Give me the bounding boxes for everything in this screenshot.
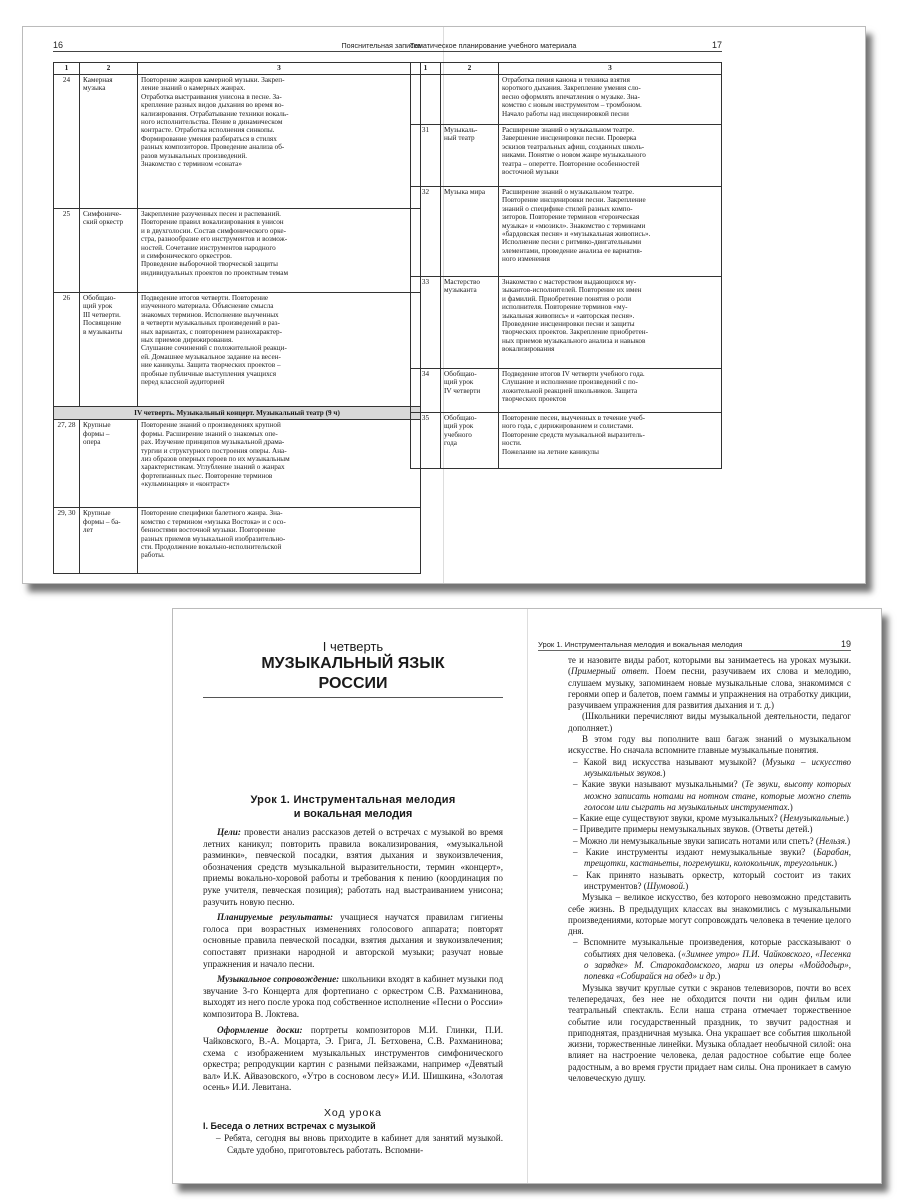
question	[568, 779, 851, 813]
quarter-row	[54, 407, 421, 420]
question-text: – Какой вид искусства называют музыкой? (	[573, 756, 766, 767]
accompaniment-label: Музыкальное сопровождение:	[217, 974, 340, 985]
table-row	[54, 508, 421, 574]
thematic-plan-table	[410, 62, 722, 469]
lesson-content: Расширение знаний о музыкальном театре. Завершение инсценировки песни. Проверка эскизов театральных афиш, созданных школь- никами. Понятие о новом жанре музыкального театра – оперетте. Повторение особенностей восточной музыки	[499, 125, 722, 187]
column-header: 3	[138, 63, 421, 75]
question-end: )	[833, 858, 837, 869]
teacher-line: – Ребята, сегодня вы вновь приходите в кабинет для занятий музыкой. Сядьте удобно, приготовьтесь работать. Вспомни-	[216, 1133, 503, 1155]
lesson-topic: Обобщаю- щий урок учебного года	[441, 413, 499, 469]
page-number: 19	[840, 639, 851, 649]
table-row	[411, 187, 722, 277]
lesson-number: 24	[54, 75, 80, 209]
question-end: )	[847, 835, 851, 846]
lesson-content: Повторение жанров камерной музыки. Закреп- ление знаний о камерных жанрах. Отработка выстраивания унисона в песне. За- крепление разных видов дыхания во время во- кализирования. Отрабатывание техники вокаль- ного исполнительства. Пение в динамическом контрасте. Отработка исполнения синкопы. Формирование умения разбираться в стилях разных композиторов. Проведение анализа об- разов музыкальных произведений. Знакомство с термином «соната»	[138, 75, 421, 209]
lesson-topic	[441, 75, 499, 125]
question	[568, 847, 851, 870]
question-text: – Можно ли немузыкальные звуки записать нотами или спеть? (	[573, 835, 819, 846]
question	[568, 937, 851, 982]
lesson-number: 29, 30	[54, 508, 80, 574]
quarter-title: I четверть	[322, 639, 384, 654]
goals-label: Цели:	[217, 827, 241, 837]
column-header: 2	[441, 63, 499, 75]
lesson-topic: Симфониче- ский оркестр	[80, 209, 138, 293]
lesson-content: Отработка пения канона и техника взятия короткого дыхания. Закрепление умения сло- весно оформлять впечатления о музыке. Зна- комство с новым инструментом – тромбоном. Начало работы над инсценировкой песни	[499, 75, 722, 125]
column-header: 3	[499, 63, 722, 75]
question-text: – Вспомните музыкальные произведения, которые рассказывают о событиях дня человека. (	[573, 937, 851, 959]
page-18	[173, 609, 528, 1183]
lesson-number: 34	[411, 369, 441, 413]
lesson-dialogue	[203, 1133, 503, 1156]
goals-text: провести анализ рассказов детей о встречах с музыкой во время летних каникул; повторить правила вокализирования, «музыкальной разминки», певческой посадки, взятия дыхания и звукоизвлечения, обозначения средств музыкальной выразительности, термин «концерт», приемы вокально-хоровой работы и требования к пению (координация по руке учителя, певческая позиция); работать над выстраиванием унисона; разучить новую песню.	[203, 827, 503, 907]
table-row	[54, 209, 421, 293]
table-row	[411, 75, 722, 125]
board-text: портреты композиторов М.И. Глинки, П.И. Чайковского, В.-А. Моцарта, Э. Грига, Л. Бетховена, С.В. Рахманинова; схема с изображением музыкальных инструментов симфонического оркестра; репродукции картин с разными пейзажами, например «Девятый вал» И.К. Айвазовского, «Утро в сосновом лесу» И.И. Шишкина, «Золотая осень» И.И. Левитана.	[203, 1024, 504, 1093]
question	[568, 836, 851, 847]
question	[568, 870, 851, 893]
question-text: – Какие еще существуют звуки, кроме музыкальных? (	[573, 813, 784, 824]
paragraph: (Школьники перечисляют виды музыкальной деятельности, педагог дополняет.)	[568, 711, 851, 733]
running-title: Урок 1. Инструментальная мелодия и вокальная мелодия	[538, 640, 743, 649]
question-end: )	[662, 767, 666, 778]
lesson-number: 25	[54, 209, 80, 293]
table-row	[411, 413, 722, 469]
table-row	[411, 277, 722, 369]
question-text: – Как принято называть оркестр, который состоит из таких инструментов? (	[573, 869, 851, 891]
answer-text: Барабан, трещотки, кастаньеты, погремушки, колокольчик, треугольник.	[584, 847, 851, 869]
lesson-topic: Музыка мира	[441, 187, 499, 277]
question-text: – Какие инструменты издают немузыкальные звуки? (	[573, 847, 817, 858]
page-19	[528, 609, 881, 1183]
book-spread-lesson	[172, 608, 882, 1184]
lesson-topic: Мастерство музыканта	[441, 277, 499, 369]
answer-text: Музыка – искусство музыкальных звуков.	[584, 756, 851, 778]
title-rule	[203, 697, 503, 698]
question-text: – Какие звуки называют музыкальными? (	[573, 779, 745, 790]
table-row	[411, 369, 722, 413]
results-text: учащиеся научатся правилам гигиены голоса при возрастных изменениях голосового аппарата; повторят основные правила певческой посадки, взятия дыхания и звукоизвлечения; сопоставят признаки народной и авторской музыки; разучат новые упражнения и начало песни.	[203, 912, 504, 969]
running-title: Пояснительная записка	[341, 41, 421, 50]
lesson-content: Закрепление разученных песен и распеваний. Повторение правил вокализирования в унисон и в двухголосии. Состав симфонического орке- стра, разнообразие его инструментов и возмож- ностей. Сочетание инструментов народного и симфонического оркестров. Проведение выборочной творческой защиты индивидуальных проектов по проектным темам	[138, 209, 421, 293]
question	[568, 757, 851, 780]
answer-text: Те звуки, высоту которых можно записать нотами на нотном стане, которые можно спеть голосом или сыграть на музыкальных инструментах.	[584, 779, 852, 812]
table-row	[54, 75, 421, 209]
page-17	[410, 27, 865, 583]
lesson-number	[411, 75, 441, 125]
lesson-number: 26	[54, 293, 80, 407]
lesson-number: 27, 28	[54, 420, 80, 508]
lesson-topic: Крупные формы – опера	[80, 420, 138, 508]
question-end: )	[717, 971, 721, 982]
lesson-topic: Крупные формы – ба- лет	[80, 508, 138, 574]
table-row	[54, 420, 421, 508]
answer-text: Немузыкальные.	[783, 813, 846, 824]
paragraph: Музыка звучит круглые сутки с экранов телевизоров, почти во всех телепередачах, без нее не обходится почти ни один фильм или театральный спектакль. Если наша страна отмечает торжественное событие или государственный праздник, то звучит радостная и приподнятая, праздничная музыка. Она украшает все события школьной жизни, торжественные линейки. Музыка обладает необычной силой: она влияет на настроение человека, делая радостное событие еще более радостным, а во время грусти придает нам силы. Она проникает в самую человеческую душу.	[568, 982, 851, 1083]
question-end: )	[685, 880, 689, 891]
book-spread-table	[22, 26, 866, 584]
page-number: 17	[711, 40, 722, 50]
lesson-subtitle: и вокальная мелодия	[293, 808, 413, 820]
answer-text: Шумовой.	[646, 880, 686, 891]
running-header	[53, 40, 421, 52]
column-header: 2	[80, 63, 138, 75]
lesson-content: Расширение знаний о музыкальном театре. Повторение инсценировки песни. Закрепление знаний о специфике стилей разных компо- зиторов. Повторение терминов «героическая музыка» и «мюзикл». Знакомство с терминами «бардовская песня» и «музыкальная живопись». Исполнение песни с ритмико-двигательными элементами, проведение анализа ее вариатив- ного изменения	[499, 187, 722, 277]
example-answer-label: Примерный ответ.	[571, 666, 650, 677]
lesson-text	[568, 655, 851, 1084]
table-row	[411, 125, 722, 187]
lesson-intro	[203, 827, 503, 1094]
results-label: Планируемые результаты:	[217, 912, 334, 923]
table-row	[54, 293, 421, 407]
lesson-content: Подведение итогов IV четверти учебного года. Слушание и исполнение произведений с по- ложительной реакцией школьников. Защита творческих проектов	[499, 369, 722, 413]
lesson-topic: Музыкаль- ный театр	[441, 125, 499, 187]
lesson-content: Повторение специфики балетного жанра. Зна- комство с термином «музыка Востока» и с осо- бенностями восточной музыки. Повторение разных приемов музыкальной изобразительно- сти. Продолжение вокально-исполнительской работы.	[138, 508, 421, 574]
question: – Приведите примеры немузыкальных звуков. (Ответы детей.)	[573, 824, 813, 835]
paragraph: те и назовите виды работ, которыми вы занимаетесь на уроках музыки. (	[568, 655, 851, 677]
accompaniment-text: школьники входят в кабинет музыки под звучание 3-го Концерта для фортепиано с оркестром С.В. Рахманинова, выходят из него после урока под собственное исполнение «Песни о России» композитора В. Локтева.	[203, 974, 503, 1019]
lesson-content: Повторение песен, выученных в течение учеб- ного года, с дирижированием и солистами. Повторение средств музыкальной выразитель- ности. Пожелание на летние каникулы	[499, 413, 722, 469]
running-title: Тематическое планирование учебного материала	[410, 41, 577, 50]
lesson-topic: Обобщаю- щий урок III четверти. Посвящение в музыканты	[80, 293, 138, 407]
thematic-plan-table	[53, 62, 421, 574]
lesson-number: 33	[411, 277, 441, 369]
board-label: Оформление доски:	[217, 1024, 303, 1035]
paragraph: Поем песни, разучиваем их слова и мелодию, слушаем музыку, запоминаем новые музыкальные слова, знакомимся с героями опер и балетов, поем гаммы и упражнения на отработку дикции, разучиваем упражнения для развития дыхания и т. д.)	[568, 666, 851, 711]
answer-text: Нельзя.	[818, 835, 848, 846]
lesson-content: Подведение итогов четверти. Повторение изученного материала. Объяснение смысла знакомых терминов. Исполнение выученных в четверти музыкальных произведений в раз- ных вариантах, с повторением разнохарактер- ных приемов дирижирования. Слушание сочинений с положительной реакци- ей. Домашнее музыкальное задание на весен- ние каникулы. Защита творческих проектов – пробные публичные выступления учащихся перед классной аудиторией	[138, 293, 421, 407]
question	[568, 813, 851, 824]
table-header-row	[54, 63, 421, 75]
quarter-heading: IV четверть. Музыкальный концерт. Музыкальный театр (9 ч)	[54, 407, 421, 420]
page-16	[23, 27, 444, 583]
question-end: )	[789, 801, 793, 812]
paragraph: Музыка – великое искусство, без которого невозможно представить себе жизнь. В предыдущих классах вы знакомились с музыкальными произведениями, которые могут сопровождать человека в течение целого дня.	[568, 892, 851, 937]
lesson-number: 35	[411, 413, 441, 469]
page-number: 16	[53, 40, 64, 50]
table-header-row	[411, 63, 722, 75]
lesson-content: Повторение знаний о произведениях крупной формы. Расширение знаний о знакомых опе- рах. Изучение принципов музыкальной драма- тургии и структурного построения оперы. Ана- лиз образов оперных героев по их музыкальным характеристикам. Углубление знаний о жанрах фортепианных пьес. Повторение терминов «кульминация» и «контраст»	[138, 420, 421, 508]
paragraph: В этом году вы пополните ваш багаж знаний о музыкальном искусстве. Но сначала вспомните главные музыкальные понятия.	[568, 734, 851, 756]
subsection-heading: I. Беседа о летних встречах с музыкой	[203, 1121, 376, 1131]
question-end: )	[845, 813, 849, 824]
column-header: 1	[54, 63, 80, 75]
answer-text: «Зимнее утро» П.И. Чайковского, «Песенка о зарядке» М. Старокадомского, марш из оперы «Мойдодыр», попевка «Собирайся на обед» и др.	[584, 948, 851, 982]
column-header: 1	[411, 63, 441, 75]
lesson-title: Урок 1. Инструментальная мелодия	[250, 794, 456, 806]
running-header	[538, 639, 851, 651]
lesson-number: 32	[411, 187, 441, 277]
lesson-topic: Обобщаю- щий урок IV четверти	[441, 369, 499, 413]
lesson-number: 31	[411, 125, 441, 187]
section-title: РОССИИ	[318, 675, 388, 692]
section-title: МУЗЫКАЛЬНЫЙ ЯЗЫК	[261, 655, 445, 672]
lesson-content: Знакомство с мастерством выдающихся му- зыкантов-исполнителей. Повторение их имен и фамилий. Приобретение понятия о роли исполнителя. Повторение терминов «му- зыкальная живопись» и «авторская песня». Проведение инсценировки песни и защиты творческих проектов. Закрепление приобретен- ных приемов музыкального анализа и навыков вокализирования	[499, 277, 722, 369]
lesson-topic: Камерная музыка	[80, 75, 138, 209]
lesson-course-heading: Ход урока	[323, 1107, 382, 1119]
running-header	[410, 40, 722, 52]
